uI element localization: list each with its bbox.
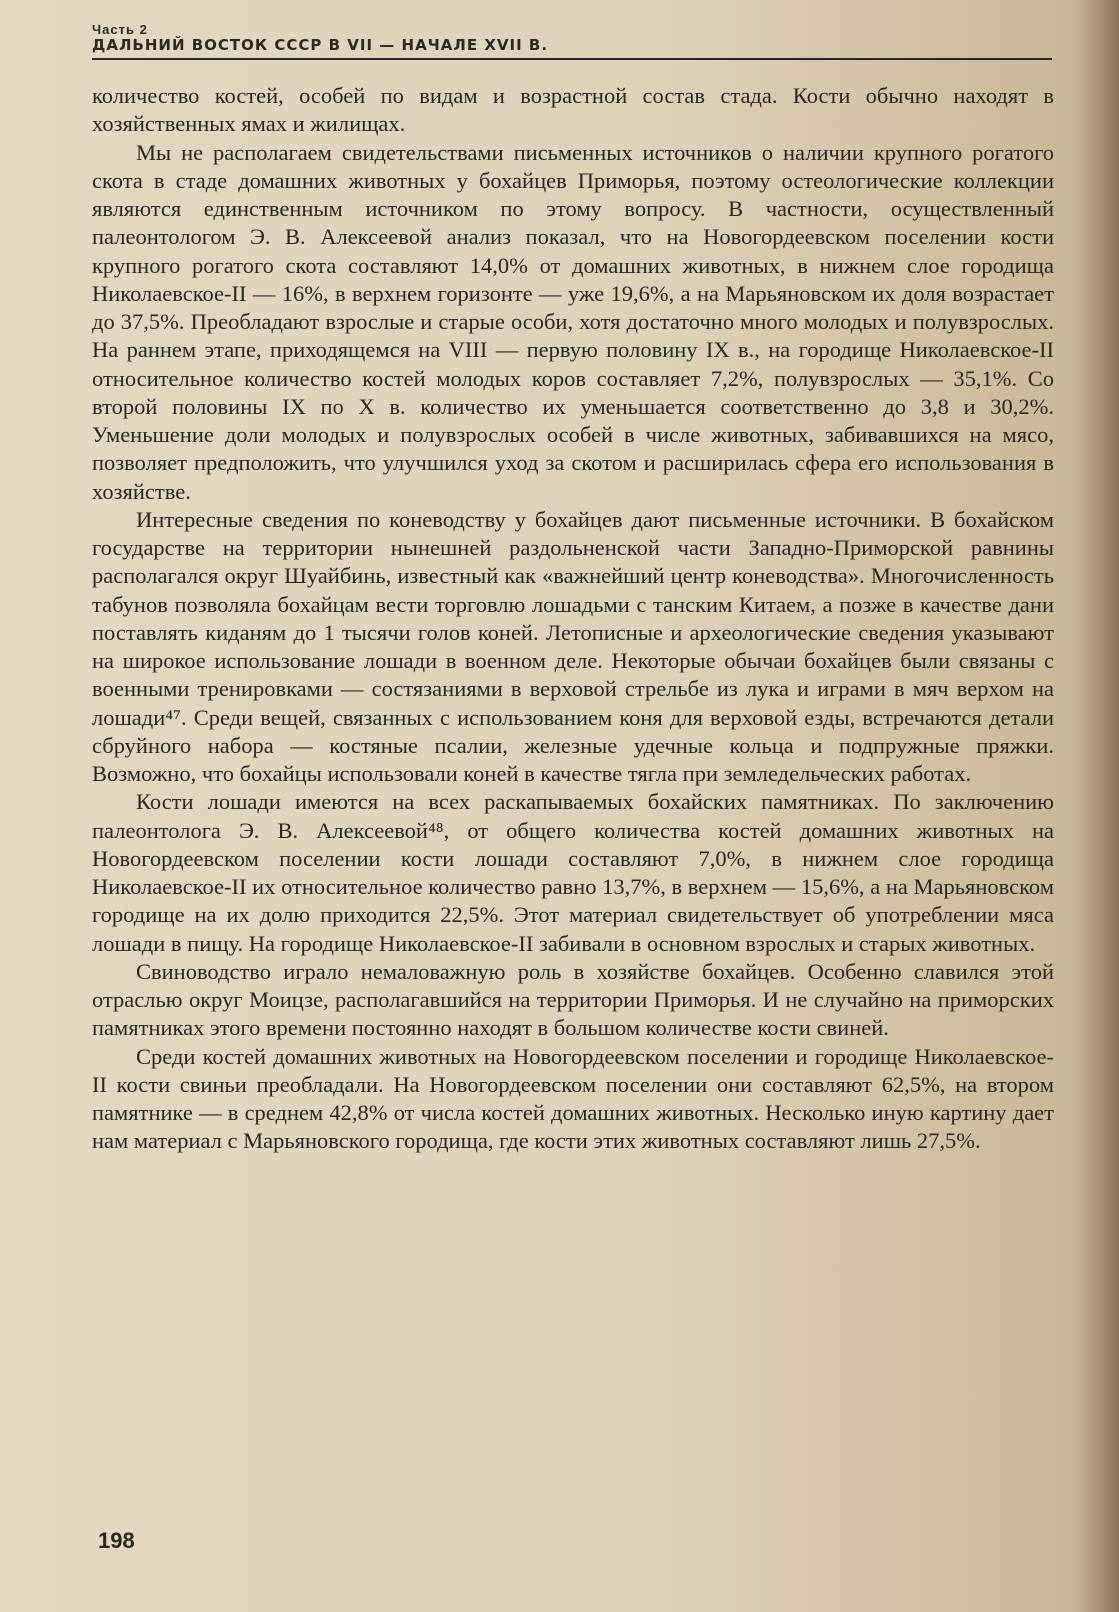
paragraph-6: Среди костей домашних животных на Новогордеевском поселении и городище Николаевское-II кости свиньи преобладали. На Новогордеевском поселении они составляют 62,5%, на втором памятнике — в среднем 42,8% от числа костей домашних животных. Несколько иную картину дает нам материал с Марьяновского городища, где кости этих животных составляют лишь 27,5%. [92,1043,1054,1154]
part-label: Часть 2 [92,22,148,37]
chapter-title: ДАЛЬНИЙ ВОСТОК СССР В VII — НАЧАЛЕ XVII В. [92,36,549,54]
paragraph-4: Кости лошади имеются на всех раскапываемых бохайских памятниках. По заключению палеонтолога Э. В. Алексеевой⁴⁸, от общего количества костей домашних животных на Новогордеевском поселении кости лошади составляют 7,0%, в нижнем слое городища Николаевское-II их относительное количество равно 13,7%, в верхнем — 15,6%, а на Марьяновском городище на их долю приходится 22,5%. Этот материал свидетельствует об употреблении мяса лошади в пищу. На городище Николаевское-II забивали в основном взрослых и старых животных. [92,789,1054,956]
paragraph-3: Интересные сведения по коневодству у бохайцев дают письменные источники. В бохайском государстве на территории нынешней раздольненской части Западно-Приморской равнины располагался округ Шуайбинь, известный как «важнейший центр коневодства». Многочисленность табунов позволяла бохайцам вести торговлю лошадьми с танским Китаем, а позже в качестве дани поставлять киданям до 1 тысячи голов коней. Летописные и археологические сведения указывают на широкое использование лошади в военном деле. Некоторые обычаи бохайцев были связаны с военными тренировками — состязаниями в верховой стрельбе из лука и играми в мяч верхом на лошади⁴⁷. Среди вещей, связанных с использованием коня для верховой езды, встречаются детали сбруйного набора — костяные псалии, железные удечные кольца и подпружные пряжки. Возможно, что бохайцы использовали коней в качестве тягла при земледельческих работах. [92,506,1054,786]
header-rule [92,58,1052,60]
body-text [92,82,1054,1156]
running-head [92,22,1052,54]
paragraph-1: количество костей, особей по видам и возрастной состав стада. Кости обычно находят в хозяйственных ямах и жилищах. [92,83,1054,137]
page-number: 198 [98,1528,135,1553]
paragraph-5: Свиноводство играло немаловажную роль в хозяйстве бохайцев. Особенно славился этой отраслью округ Моицзе, располагавшийся на территории Приморья. И не случайно на приморских памятниках этого времени постоянно находят в большом количестве кости свиней. [92,958,1054,1041]
paragraph-2: Мы не располагаем свидетельствами письменных источников о наличии крупного рогатого скота в стаде домашних животных у бохайцев Приморья, поэтому остеологические коллекции являются единственным источником по этому вопросу. В частности, осуществленный палеонтологом Э. В. Алексеевой анализ показал, что на Новогордеевском поселении кости крупного рогатого скота составляют 14,0% от домашних животных, в нижнем слое городища Николаевское-II — 16%, в верхнем горизонте — уже 19,6%, а на Марьяновском их доля возрастает до 37,5%. Преобладают взрослые и старые особи, хотя достаточно много молодых и полувзрослых. На раннем этапе, приходящемся на VIII — первую половину IX в., на городище Николаевское-II относительное количество костей молодых коров составляет 7,2%, полувзрослых — 35,1%. Со второй половины IX по X в. количество их уменьшается соответственно до 3,8 и 30,2%. Уменьшение доли молодых и полувзрослых особей в числе животных, забивавшихся на мясо, позволяет предположить, что улучшился уход за скотом и расширилась сфера его использования в хозяйстве. [92,139,1054,504]
